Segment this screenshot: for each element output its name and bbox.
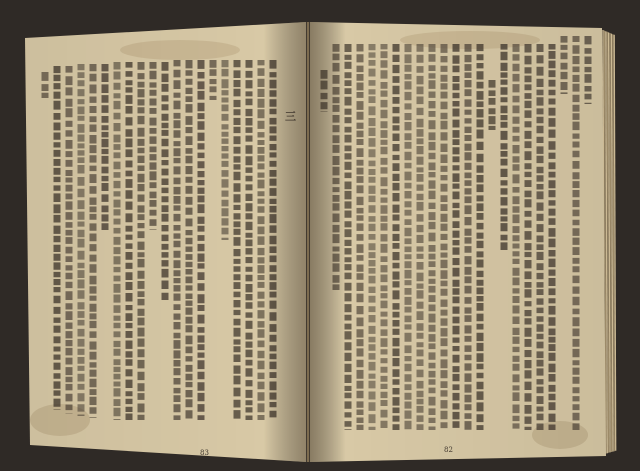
page-number-right: 82 <box>444 446 453 454</box>
section-heading: 三 <box>285 110 296 123</box>
left-page-gutter-shade <box>25 22 306 462</box>
right-page-gutter-shade <box>310 22 606 462</box>
page-number-left: 83 <box>200 449 209 457</box>
